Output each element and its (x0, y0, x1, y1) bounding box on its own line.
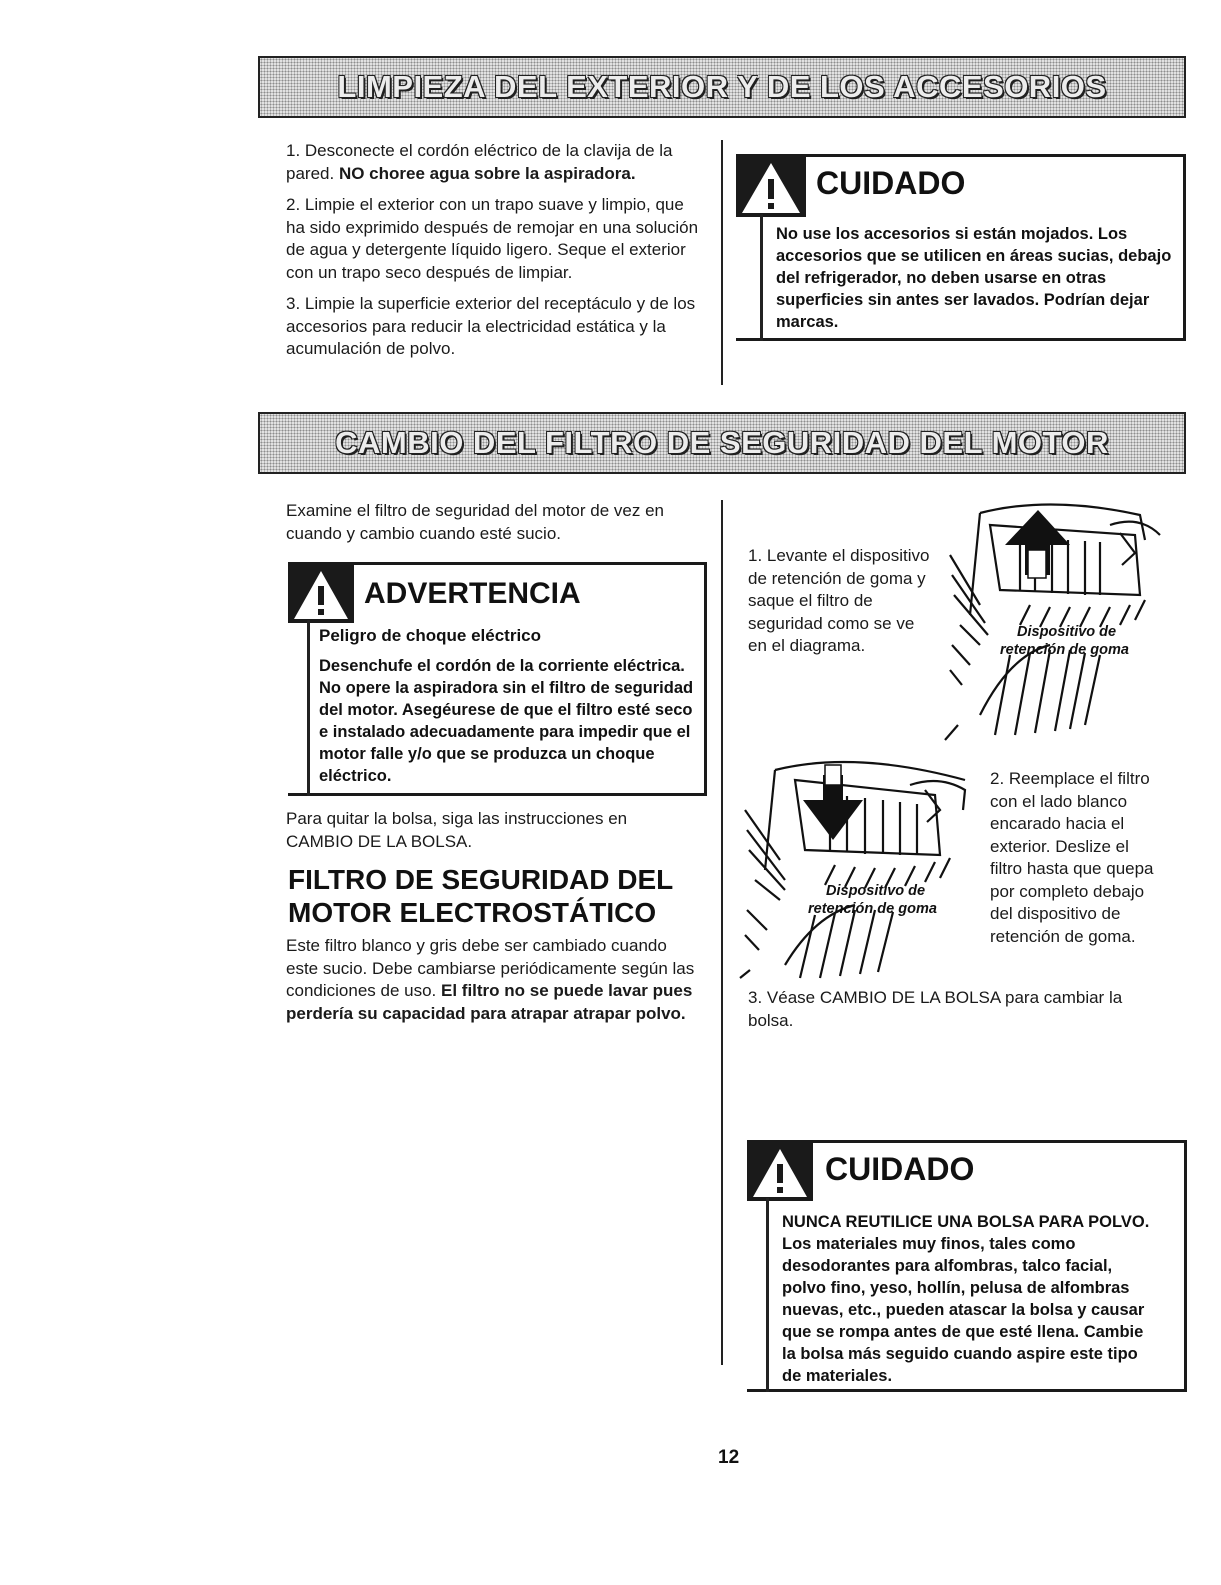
warning-triangle-icon (747, 1143, 813, 1201)
replace-step-3: 3. Véase CAMBIO DE LA BOLSA para cambiar la bolsa. (748, 988, 1123, 1030)
section-banner-motor-filter (258, 412, 1186, 474)
replace-step-1: 1. Levante el dispositivo de retención de goma y saque el filtro de seguridad como se ve en el diagrama. (748, 546, 930, 655)
warning-box-electric-shock (288, 562, 707, 796)
bag-note: Para quitar la bolsa, siga las instrucciones en CAMBIO DE LA BOLSA. (286, 809, 628, 851)
warning-box-left-edge (307, 620, 310, 796)
diagram-lift-retainer (940, 495, 1165, 745)
caution-box-dust-bag (747, 1140, 1187, 1392)
diagram-1-caption: Dispositivo de retención de goma (1000, 624, 1129, 658)
section-title-cleaning: LIMPIEZA DEL EXTERIOR Y DE LOS ACCESORIOS (337, 69, 1107, 104)
column-divider-1 (721, 140, 723, 385)
warning-title: ADVERTENCIA (364, 577, 581, 610)
filter-description: Este filtro blanco y gris debe ser cambiado cuando este sucio. Debe cambiarse periódicamente según las condiciones de uso. El filtro no se puede lavar pues perdería su capacidad para atrapar atrapar polvo. (286, 936, 695, 1023)
warning-subtitle: Peligro de choque eléctrico (319, 626, 542, 645)
filter-subheading: FILTRO DE SEGURIDAD DEL MOTOR ELECTROSTÁTICO (288, 864, 674, 928)
replace-step-2: 2. Reemplace el filtro con el lado blanco encarado hacia el exterior. Deslize el filtro hasta que quepa por completo debajo del dispositivo de retención de goma. (990, 769, 1154, 946)
caution-title: CUIDADO (825, 1151, 975, 1187)
section-title-motor-filter: CAMBIO DEL FILTRO DE SEGURIDAD DEL MOTOR (335, 425, 1109, 460)
warning-triangle-icon (736, 157, 806, 217)
column-divider-2 (721, 500, 723, 1365)
caution-title: CUIDADO (816, 165, 966, 201)
cleaning-steps (286, 140, 701, 370)
cleaning-step-1: 1. Desconecte el cordón eléctrico de la clavija de la pared. NO choree agua sobre la aspiradora. (286, 141, 673, 183)
caution-box-accessories (736, 154, 1186, 341)
cleaning-step-3: 3. Limpie la superficie exterior del receptáculo y de los accesorios para reducir la electricidad estática y la acumulación de polvo. (286, 294, 696, 358)
diagram-insert-filter (735, 750, 980, 980)
section-banner-cleaning (258, 56, 1186, 118)
warning-triangle-icon (288, 565, 354, 623)
page-number: 12 (718, 1447, 740, 1468)
caution-box-left-edge (760, 214, 763, 341)
caution-text: NUNCA REUTILICE UNA BOLSA PARA POLVO. Los materiales muy finos, tales como desodorantes para alfombras, talco facial, polvo fino, yeso, hollín, pelusa de alfombras nuevas, etc., pueden atascar la bolsa y causar que se rompa antes de que esté llena. Cambie la bolsa más seguido cuando aspire este tipo de materiales. (782, 1213, 1150, 1385)
caution-box-2-left-edge (766, 1198, 769, 1392)
caution-text: No use los accesorios si están mojados. Los accesorios que se utilicen en áreas sucias, debajo del refrigerador, no deben usarse en otras superficies sin antes ser lavados. Podrían dejar marcas. (776, 225, 1172, 331)
diagram-2-caption: Dispositivo de retención de goma (808, 883, 937, 917)
warning-text: Desenchufe el cordón de la corriente eléctrica. No opere la aspiradora sin el filtro de seguridad del motor. Asegéurese de que el filtro esté seco e instalado adecuadamente para impedir que el motor falle y/o que se produzca un choque eléctrico. (319, 657, 694, 785)
motor-filter-intro: Examine el filtro de seguridad del motor de vez en cuando y cambio cuando esté sucio. (286, 501, 664, 543)
cleaning-step-2: 2. Limpie el exterior con un trapo suave y limpio, que ha sido exprimido después de remojar en una solución de agua y detergente líquido ligero. Seque el exterior con un trapo seco después de limpiar. (286, 195, 699, 282)
